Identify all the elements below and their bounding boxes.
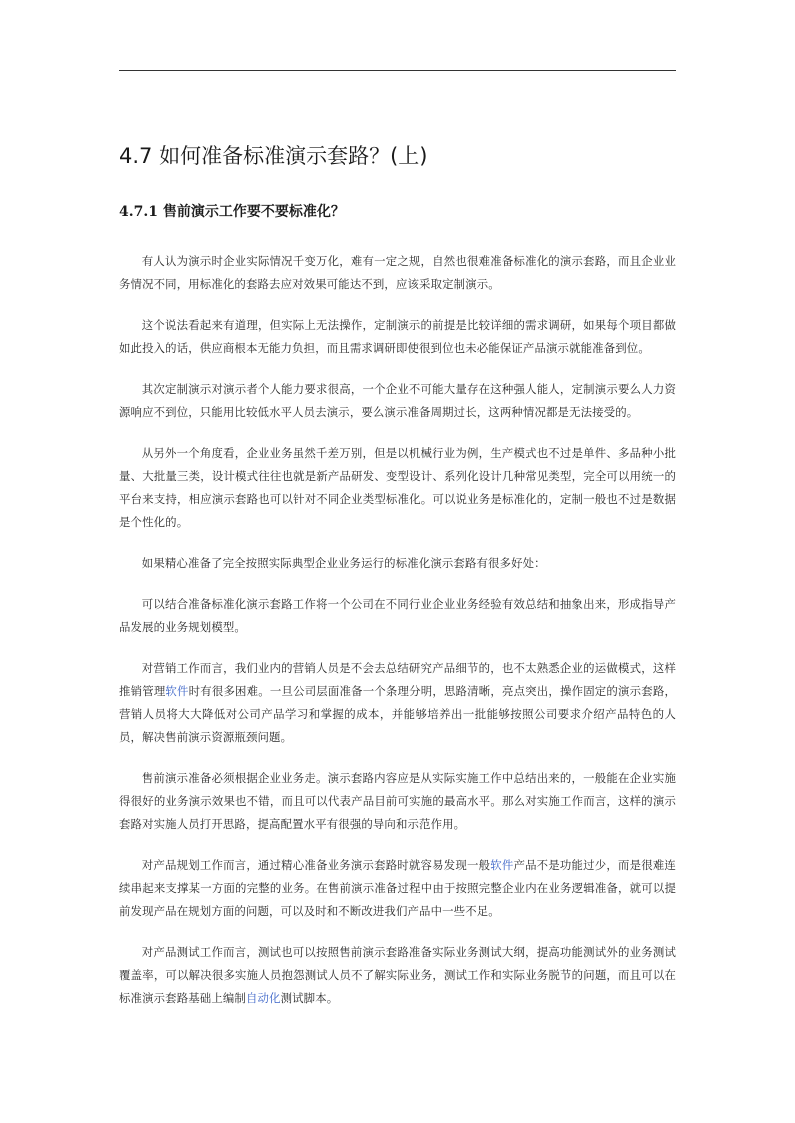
paragraph-text: 可以结合准备标准化演示套路工作将一个公司在不同行业企业业务经验有效总结和抽象出来，形成指导产品发展的业务规划模型。 — [119, 597, 676, 634]
paragraph — [119, 378, 676, 424]
paragraph — [119, 314, 676, 360]
paragraph — [119, 442, 676, 534]
paragraph-text: 对产品规划工作而言，通过精心准备业务演示套路时就容易发现一般 — [141, 858, 491, 872]
paragraph — [119, 854, 676, 923]
paragraph-text: 对营销工作而言，我们业内的营销人员是不会去总结研究产品细节的，也不太熟悉企业的运做模式，这样推销管理 — [119, 661, 676, 698]
paragraph — [119, 767, 676, 836]
paragraph-text: 对产品测试工作而言，测试也可以按照售前演示套路准备实际业务测试大纲，提高功能测试外的业务测试覆盖率，可以解决很多实施人员抱怨测试人员不了解实际业务，测试工作和实际业务脱节的问题，而且可以在标准演示套路基础上编制 — [119, 945, 676, 1005]
paragraph — [119, 657, 676, 749]
paragraph-text: 有人认为演示时企业实际情况千变万化，难有一定之规，自然也很难准备标准化的演示套路，而且企业业务情况不同，用标准化的套路去应对效果可能达不到，应该采取定制演示。 — [119, 254, 676, 291]
paragraph-text: 产品不是功能过少，而是很难连续串起来支撑某一方面的完整的业务。在售前演示准备过程中由于按照完整企业内在业务逻辑准备，就可以提前发现产品在规划方面的问题，可以及时和不断改进我们产品中一些不足。 — [119, 858, 676, 918]
paragraph-text: 测试脚本。 — [280, 991, 339, 1005]
software-link[interactable]: 软件 — [165, 684, 189, 698]
paragraph-text: 其次定制演示对演示者个人能力要求很高，一个企业不可能大量存在这种强人能人，定制演示要么人力资源响应不到位，只能用比较低水平人员去演示，要么演示准备周期过长，这两种情况都是无法接受的。 — [119, 382, 676, 419]
paragraph — [119, 941, 676, 1010]
header-rule — [119, 70, 676, 71]
paragraph — [119, 552, 676, 575]
section-title: 4.7 如何准备标准演示套路？(上) — [119, 144, 428, 168]
software-link[interactable]: 软件 — [490, 858, 514, 872]
paragraph-text: 从另外一个角度看，企业业务虽然千差万别，但是以机械行业为例，生产模式也不过是单件、多品种小批量、大批量三类，设计模式往往也就是新产品研发、变型设计、系列化设计几种常见类型，完全可以用统一的平台来支持，相应演示套路也可以针对不同企业类型标准化。可以说业务是标准化的，定制一般也不过是数据是个性化的。 — [119, 446, 676, 529]
paragraph-text: 售前演示准备必须根据企业业务走。演示套路内容应是从实际实施工作中总结出来的，一般能在企业实施得很好的业务演示效果也不错，而且可以代表产品目前可实施的最高水平。那么对实施工作而言，这样的演示套路对实施人员打开思路，提高配置水平有很强的导向和示范作用。 — [119, 771, 676, 831]
paragraph — [119, 593, 676, 639]
paragraph-text: 这个说法看起来有道理，但实际上无法操作，定制演示的前提是比较详细的需求调研，如果每个项目都做如此投入的话，供应商根本无能力负担，而且需求调研即使很到位也未必能保证产品演示就能准备到位。 — [119, 318, 676, 355]
paragraph — [119, 250, 676, 296]
subsection-title: 4.7.1 售前演示工作要不要标准化？ — [119, 204, 345, 220]
paragraph-text: 时有很多困难。一旦公司层面准备一个条理分明，思路清晰，亮点突出，操作固定的演示套路，营销人员将大大降低对公司产品学习和掌握的成本，并能够培养出一批能够按照公司要求介绍产品特色的人员，解决售前演示资源瓶颈问题。 — [119, 684, 676, 744]
body-text — [119, 250, 676, 1005]
automation-link[interactable]: 自动化 — [245, 991, 281, 1005]
paragraph-text: 如果精心准备了完全按照实际典型企业业务运行的标准化演示套路有很多好处： — [141, 556, 546, 570]
